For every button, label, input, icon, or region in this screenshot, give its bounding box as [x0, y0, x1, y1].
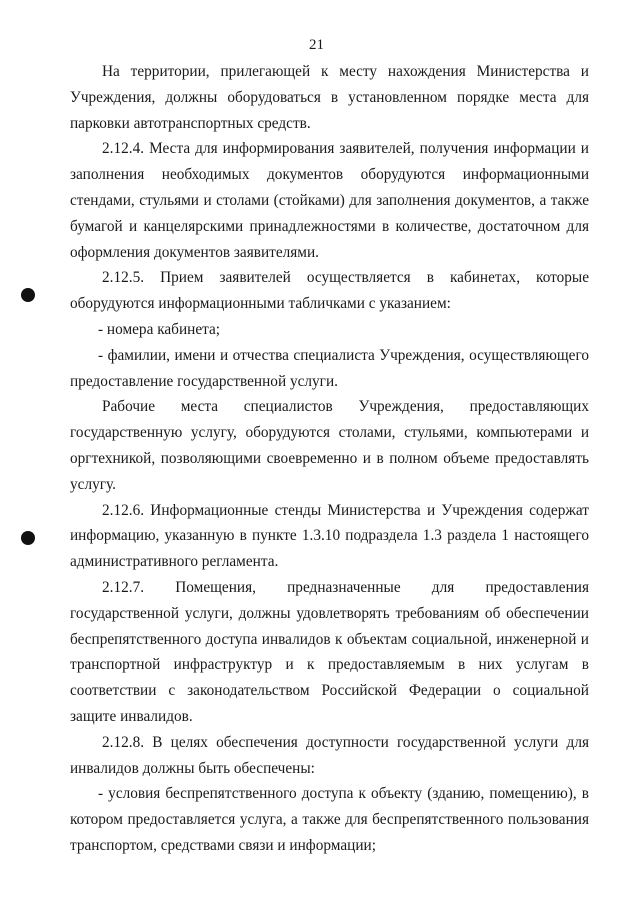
paragraph-2-12-5: 2.12.5. Прием заявителей осуществляется в кабинетах, которые оборудуются информационными табличками с указанием:	[70, 269, 589, 313]
page-number: 21	[309, 37, 324, 53]
list-item-cabinet-number: - номера кабинета;	[98, 320, 221, 338]
punch-hole-lower	[21, 531, 35, 545]
document-body	[70, 59, 589, 859]
paragraph-2-12-7: 2.12.7. Помещения, предназначенные для предоставления государственной услуги, должны удовлетворять требованиям об обеспечении беспрепятственного доступа инвалидов к объектам социальной, инженерной и транспортной инфраструктур и к предоставляемым в них услугам в соответствии с законодательством Российской Федерации о социальной защите инвалидов.	[70, 578, 589, 725]
paragraph-2-12-8: 2.12.8. В целях обеспечения доступности государственной услуги для инвалидов должны быть обеспечены:	[70, 733, 589, 777]
paragraph-workplaces: Рабочие места специалистов Учреждения, предоставляющих государственную услугу, оборудуются столами, стульями, компьютерами и оргтехникой, позволяющими своевременно и в полном объеме предоставлять услугу.	[70, 398, 589, 493]
paragraph-parking: На территории, прилегающей к месту нахождения Министерства и Учреждения, должны оборудоваться в установленном порядке места для парковки автотранспортных средств.	[70, 63, 589, 132]
punch-hole-upper	[21, 288, 35, 302]
list-item-access-conditions: - условия беспрепятственного доступа к объекту (зданию, помещению), в котором предоставляется услуга, а также для беспрепятственного пользования транспортом, средствами связи и информации;	[70, 785, 589, 854]
paragraph-2-12-6: 2.12.6. Информационные стенды Министерства и Учреждения содержат информацию, указанную в пункте 1.3.10 подраздела 1.3 раздела 1 настоящего административного регламента.	[70, 501, 589, 571]
list-item-specialist-name: - фамилии, имени и отчества специалиста Учреждения, осуществляющего предоставление государственной услуги.	[70, 346, 589, 390]
paragraph-2-12-4: 2.12.4. Места для информирования заявителей, получения информации и заполнения необходимых документов оборудуются информационными стендами, стульями и столами (стойками) для заполнения документов, а также бумагой и канцелярскими принадлежностями в количестве, достаточном для оформления документов заявителями.	[70, 140, 589, 261]
